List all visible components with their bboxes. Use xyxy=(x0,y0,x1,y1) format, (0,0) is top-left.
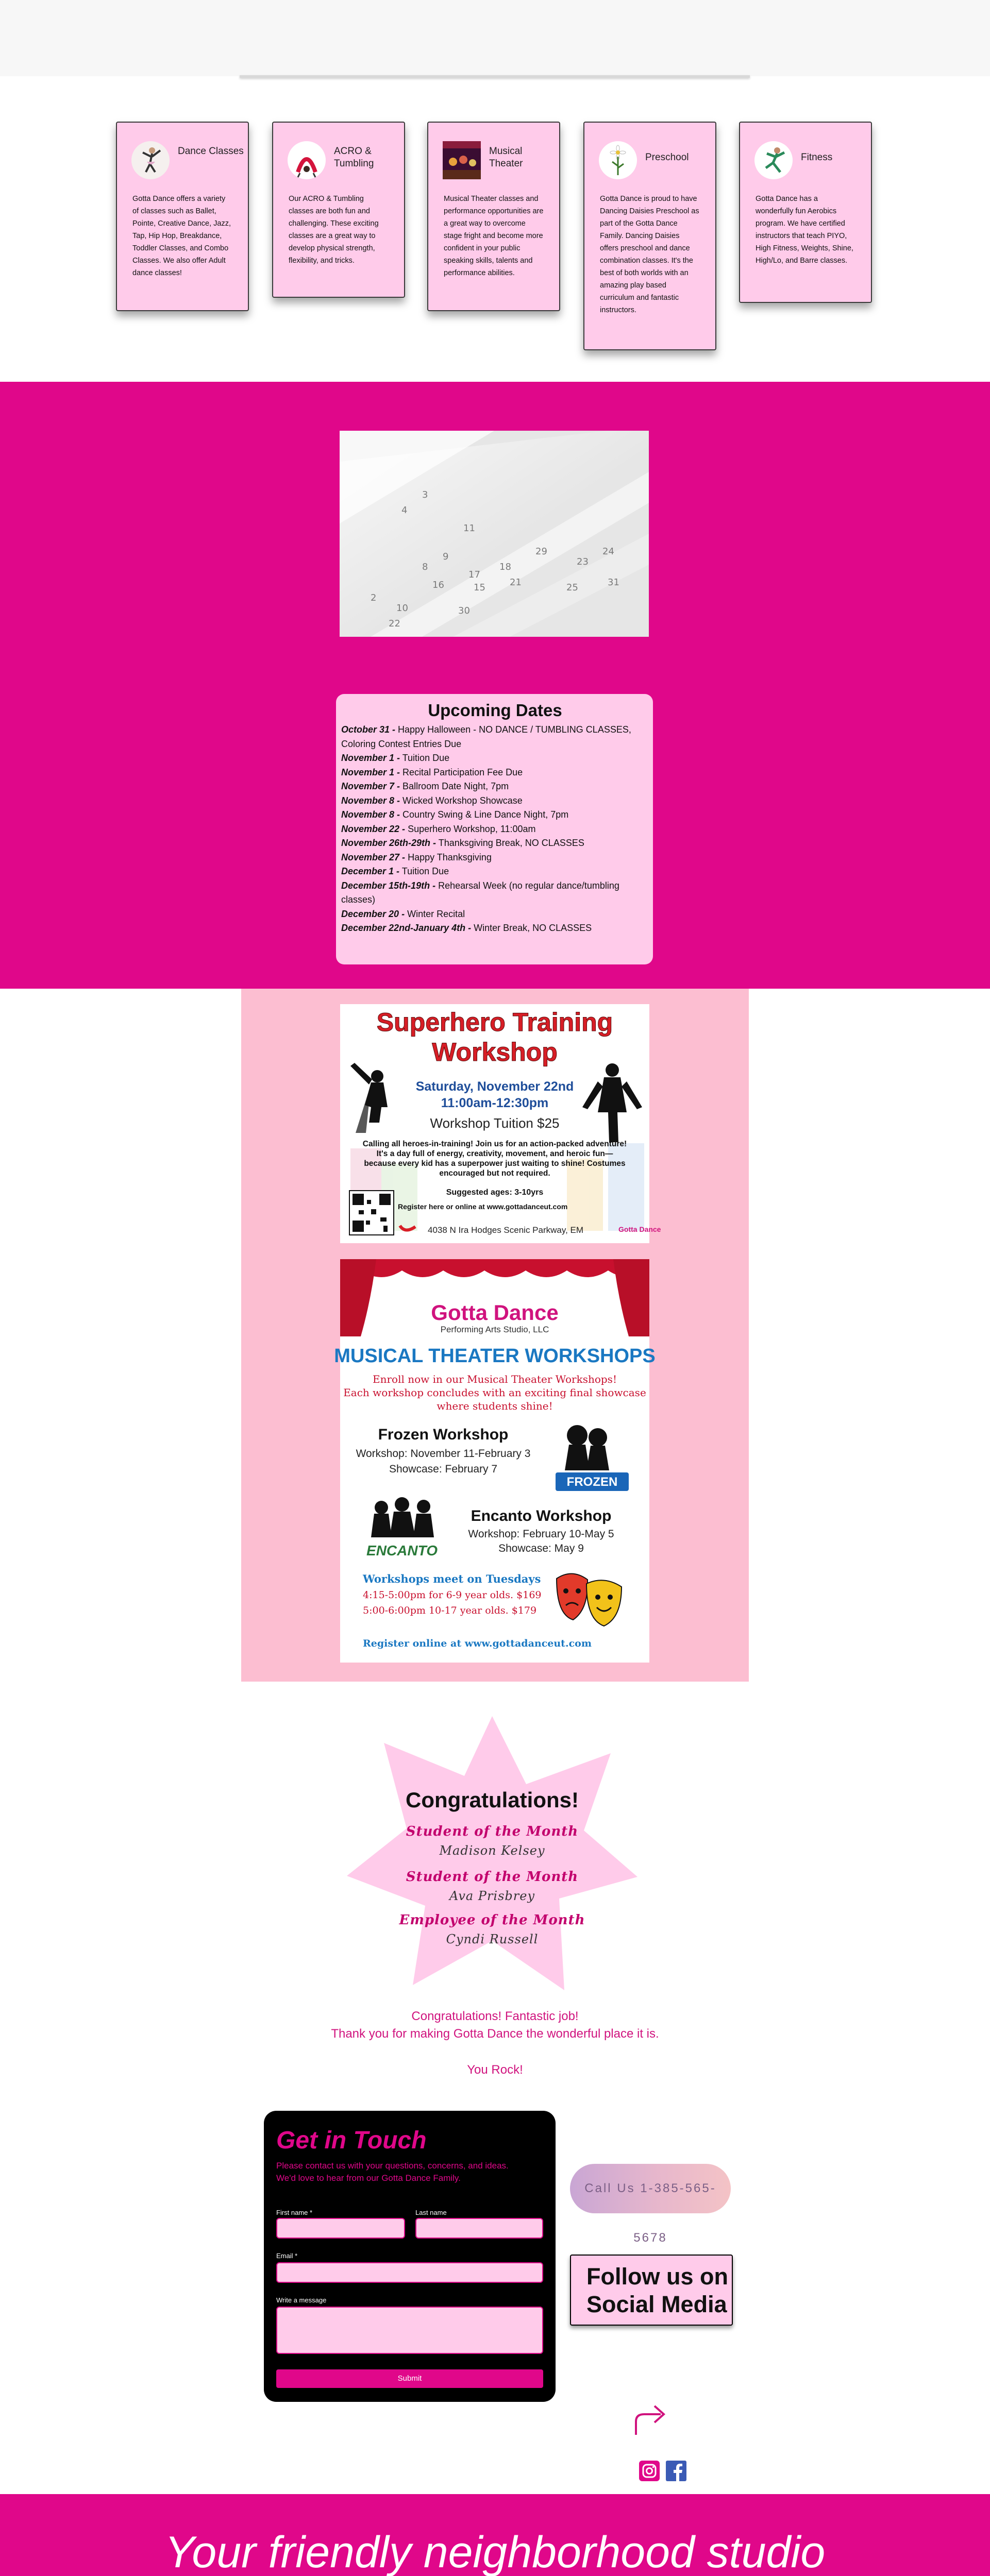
award-name: Cyndi Russell xyxy=(446,1932,539,1946)
top-strip xyxy=(0,0,990,76)
flyer-register: Register here or online at www.gottadanceut.com xyxy=(398,1202,568,1211)
date-row xyxy=(341,836,649,851)
last-name-label: Last name xyxy=(415,2209,447,2216)
date-row xyxy=(341,766,649,780)
follow-us-label: Social Media xyxy=(586,2291,727,2317)
date-label: November 27 - xyxy=(341,852,406,862)
date-text: Country Swing & Line Dance Night, 7pm xyxy=(400,809,569,820)
thank-you-message: Thank you for making Gotta Dance the wonderful place it is. xyxy=(331,2027,659,2041)
flyer-ages: Suggested ages: 3-10yrs xyxy=(446,1188,544,1197)
encanto-title: Encanto Workshop xyxy=(471,1507,612,1524)
flyer-intro: Each workshop concludes with an exciting final showcase xyxy=(343,1386,646,1399)
calendar-number: 23 xyxy=(577,556,589,567)
facebook-icon[interactable] xyxy=(666,2461,686,2481)
calendar-number: 8 xyxy=(422,562,428,572)
flyer-intro: where students shine! xyxy=(437,1400,553,1412)
calendar-number: 31 xyxy=(608,577,619,588)
date-label: December 1 - xyxy=(341,866,400,876)
date-label: November 7 - xyxy=(341,781,400,791)
date-row xyxy=(341,879,649,907)
share-arrow-icon[interactable] xyxy=(632,2401,669,2438)
date-row xyxy=(341,808,649,822)
calendar-number: 4 xyxy=(401,505,408,516)
date-text: Recital Participation Fee Due xyxy=(400,767,523,777)
message-field[interactable] xyxy=(276,2307,543,2354)
flyer-title: Workshop xyxy=(432,1038,558,1066)
contact-subtitle xyxy=(276,2160,543,2184)
date-text: Superhero Workshop, 11:00am xyxy=(405,823,536,834)
date-row xyxy=(341,822,649,837)
header-divider xyxy=(240,75,750,78)
calendar-number: 22 xyxy=(389,618,400,629)
calendar-number: 15 xyxy=(474,582,485,593)
flyer-heading: MUSICAL THEATER WORKSHOPS xyxy=(334,1345,656,1367)
flyer-date: Saturday, November 22nd xyxy=(415,1079,574,1094)
logo-subtitle: Performing Arts Studio, LLC xyxy=(440,1325,549,1334)
musical-theater-workshop-flyer[interactable] xyxy=(334,1259,656,1663)
call-us-button[interactable]: Call Us 1-385-565-5678 xyxy=(570,2164,731,2213)
workshop-time: 4:15-5:00pm for 6-9 year olds. $169 xyxy=(363,1589,542,1601)
date-text: Winter Break, NO CLASSES xyxy=(471,923,592,933)
message-label: Write a message xyxy=(276,2296,327,2304)
flyer-intro: Enroll now in our Musical Theater Workshops! xyxy=(373,1373,617,1385)
class-card-acro[interactable] xyxy=(272,122,405,298)
calendar-number: 21 xyxy=(510,577,522,588)
upcoming-dates-card xyxy=(336,694,653,964)
date-label: November 1 - xyxy=(341,753,400,763)
date-label: December 20 - xyxy=(341,908,405,919)
calendar-number: 18 xyxy=(499,562,511,572)
class-card-body: Gotta Dance has a wonderfully fun Aerobics program. We have certified instructors that teach PIYO, High Fitness, Weights, Shine, High/Lo, and Barre classes. xyxy=(756,195,853,265)
class-card-body: Musical Theater classes and performance opportunities are a great way to overcome stage fright and become more confident in your public speaking skills, talents and performance abilities. xyxy=(444,195,544,277)
date-text: Tuition Due xyxy=(399,866,449,876)
calendar-number: 29 xyxy=(535,546,547,557)
date-row xyxy=(341,779,649,794)
contact-subtitle-line: Please contact us with your questions, concerns, and ideas. xyxy=(276,2161,509,2171)
date-label: November 26th-29th - xyxy=(341,838,437,848)
award-label: Employee of the Month xyxy=(399,1912,585,1928)
theater-icon xyxy=(443,141,481,179)
flyer-tuition: Workshop Tuition $25 xyxy=(430,1115,560,1131)
follow-us-box xyxy=(570,2255,733,2326)
workshop-meet: Workshops meet on Tuesdays xyxy=(363,1572,541,1585)
instagram-icon[interactable] xyxy=(639,2461,660,2481)
flyer-address: 4038 N Ira Hodges Scenic Parkway, EM xyxy=(428,1225,584,1235)
award-name: Madison Kelsey xyxy=(439,1843,545,1858)
date-text: Winter Recital xyxy=(405,908,465,919)
contact-title: Get in Touch xyxy=(276,2127,427,2154)
date-text: Tuition Due xyxy=(400,753,450,763)
date-text: Wicked Workshop Showcase xyxy=(400,795,523,806)
calendar-number: 11 xyxy=(463,523,475,534)
date-label: December 22nd-January 4th - xyxy=(341,923,472,933)
date-text: Happy Thanksgiving xyxy=(405,852,492,862)
class-card-body: Our ACRO & Tumbling classes are both fun and challenging. These exciting classes are a great way to develop physical strength, flexibility, and tricks. xyxy=(289,195,379,265)
date-label: November 8 - xyxy=(341,795,400,806)
date-row xyxy=(341,921,649,936)
date-text: Happy Halloween - NO DANCE / TUMBLING CLASSES, Coloring Contest Entries Due xyxy=(341,724,631,749)
class-card-title: Musical Theater xyxy=(489,146,523,169)
email-field[interactable] xyxy=(276,2262,543,2283)
congrats-message: Congratulations! Fantastic job! xyxy=(411,2009,579,2023)
first-name-field[interactable] xyxy=(276,2218,405,2239)
calendar-number: 10 xyxy=(396,603,408,614)
flyer-title: Superhero Training xyxy=(376,1008,613,1037)
gotta-dance-logo: Gotta Dance xyxy=(618,1225,661,1233)
date-row xyxy=(341,865,649,879)
class-card-title: ACRO & Tumbling xyxy=(334,146,374,169)
upcoming-dates-list xyxy=(341,723,649,936)
award-name: Ava Prisbrey xyxy=(449,1889,535,1903)
encanto-logo: ENCANTO xyxy=(366,1543,438,1558)
you-rock-message: You Rock! xyxy=(467,2063,523,2077)
footer xyxy=(0,2494,990,2576)
contact-form xyxy=(264,2111,556,2402)
email-label: Email * xyxy=(276,2252,298,2260)
date-row xyxy=(341,851,649,865)
contact-subtitle-line: We'd love to hear from our Gotta Dance Family. xyxy=(276,2173,461,2183)
upcoming-dates-title: Upcoming Dates xyxy=(428,701,562,720)
footer-tagline: Your friendly neighborhood studio xyxy=(164,2528,826,2576)
calendar-number: 30 xyxy=(458,605,470,616)
date-row xyxy=(341,723,649,751)
encanto-silhouette-icon xyxy=(371,1497,434,1537)
superhero-workshop-flyer[interactable] xyxy=(340,1004,661,1243)
calendar-number: 3 xyxy=(422,489,428,500)
class-card-theater[interactable] xyxy=(427,122,560,311)
calendar-image xyxy=(340,431,649,637)
frozen-logo-text: FROZEN xyxy=(566,1475,618,1489)
acrobat-icon xyxy=(288,141,326,179)
date-text: Thanksgiving Break, NO CLASSES xyxy=(436,838,584,848)
calendar-number: 2 xyxy=(371,592,377,603)
award-label: Student of the Month xyxy=(406,1869,579,1885)
date-row xyxy=(341,794,649,808)
date-row xyxy=(341,907,649,922)
class-card-dance[interactable] xyxy=(116,122,249,311)
date-text: Ballroom Date Night, 7pm xyxy=(400,781,509,791)
calendar-number: 25 xyxy=(566,582,578,593)
flyer-register: Register online at www.gottadanceut.com xyxy=(363,1638,592,1649)
calendar-number: 24 xyxy=(602,546,614,557)
gotta-dance-logo: Gotta Dance xyxy=(431,1300,559,1325)
calendar-number: 9 xyxy=(443,551,449,562)
first-name-label: First name * xyxy=(276,2209,313,2216)
class-card-body: Gotta Dance is proud to have Dancing Daisies Preschool as part of the Gotta Dance Family. Dancing Daisies offers preschool and dance combination classes. It's the best of both worlds with an amazing play based curriculum and fantastic instructors. xyxy=(600,195,699,314)
class-card-title: Preschool xyxy=(645,152,689,163)
class-card-fitness[interactable] xyxy=(739,122,872,303)
flyer-body: Calling all heroes-in-training! Join us for an action-packed adventure! It's a day full of energy, creativity, movement, and heroic fun—because every kid has a superpower just waiting to shine! Costumes encouraged but not required. xyxy=(362,1140,627,1178)
encanto-showcase: Showcase: May 9 xyxy=(498,1543,584,1554)
submit-button[interactable]: Submit xyxy=(276,2369,543,2388)
qr-code-icon xyxy=(349,1191,394,1235)
class-card-body: Gotta Dance offers a variety of classes such as Ballet, Pointe, Creative Dance, Jazz, Tap, Hip Hop, Breakdance, Toddler Classes, and Combo Classes. We also offer Adult dance classes! xyxy=(132,195,231,277)
date-text: Rehearsal Week (no regular dance/tumbling classes) xyxy=(341,880,619,905)
encanto-dates: Workshop: February 10-May 5 xyxy=(468,1528,614,1540)
calendar-number: 16 xyxy=(432,580,444,590)
date-label: November 8 - xyxy=(341,809,400,820)
dancer-icon xyxy=(131,141,170,179)
frozen-dates: Workshop: November 11-February 3 xyxy=(356,1448,531,1460)
award-label: Student of the Month xyxy=(406,1824,579,1839)
frozen-title: Frozen Workshop xyxy=(378,1426,509,1443)
date-row xyxy=(341,751,649,766)
workshop-time: 5:00-6:00pm 10-17 year olds. $179 xyxy=(363,1605,537,1616)
class-card-title: Dance Classes xyxy=(178,146,244,157)
daisy-icon xyxy=(599,141,637,179)
date-label: November 1 - xyxy=(341,767,400,777)
date-label: December 15th-19th - xyxy=(341,880,436,891)
flyer-time: 11:00am-12:30pm xyxy=(441,1096,549,1110)
date-label: October 31 - xyxy=(341,724,396,735)
fitness-icon xyxy=(754,141,793,179)
frozen-showcase: Showcase: February 7 xyxy=(389,1463,498,1475)
follow-us-label: Follow us on xyxy=(586,2263,728,2290)
last-name-field[interactable] xyxy=(415,2218,543,2239)
class-card-preschool[interactable] xyxy=(583,122,716,350)
congrats-title: Congratulations! xyxy=(406,1788,579,1812)
calendar-number: 17 xyxy=(468,569,480,580)
date-label: November 22 - xyxy=(341,823,406,834)
class-card-title: Fitness xyxy=(801,152,833,163)
